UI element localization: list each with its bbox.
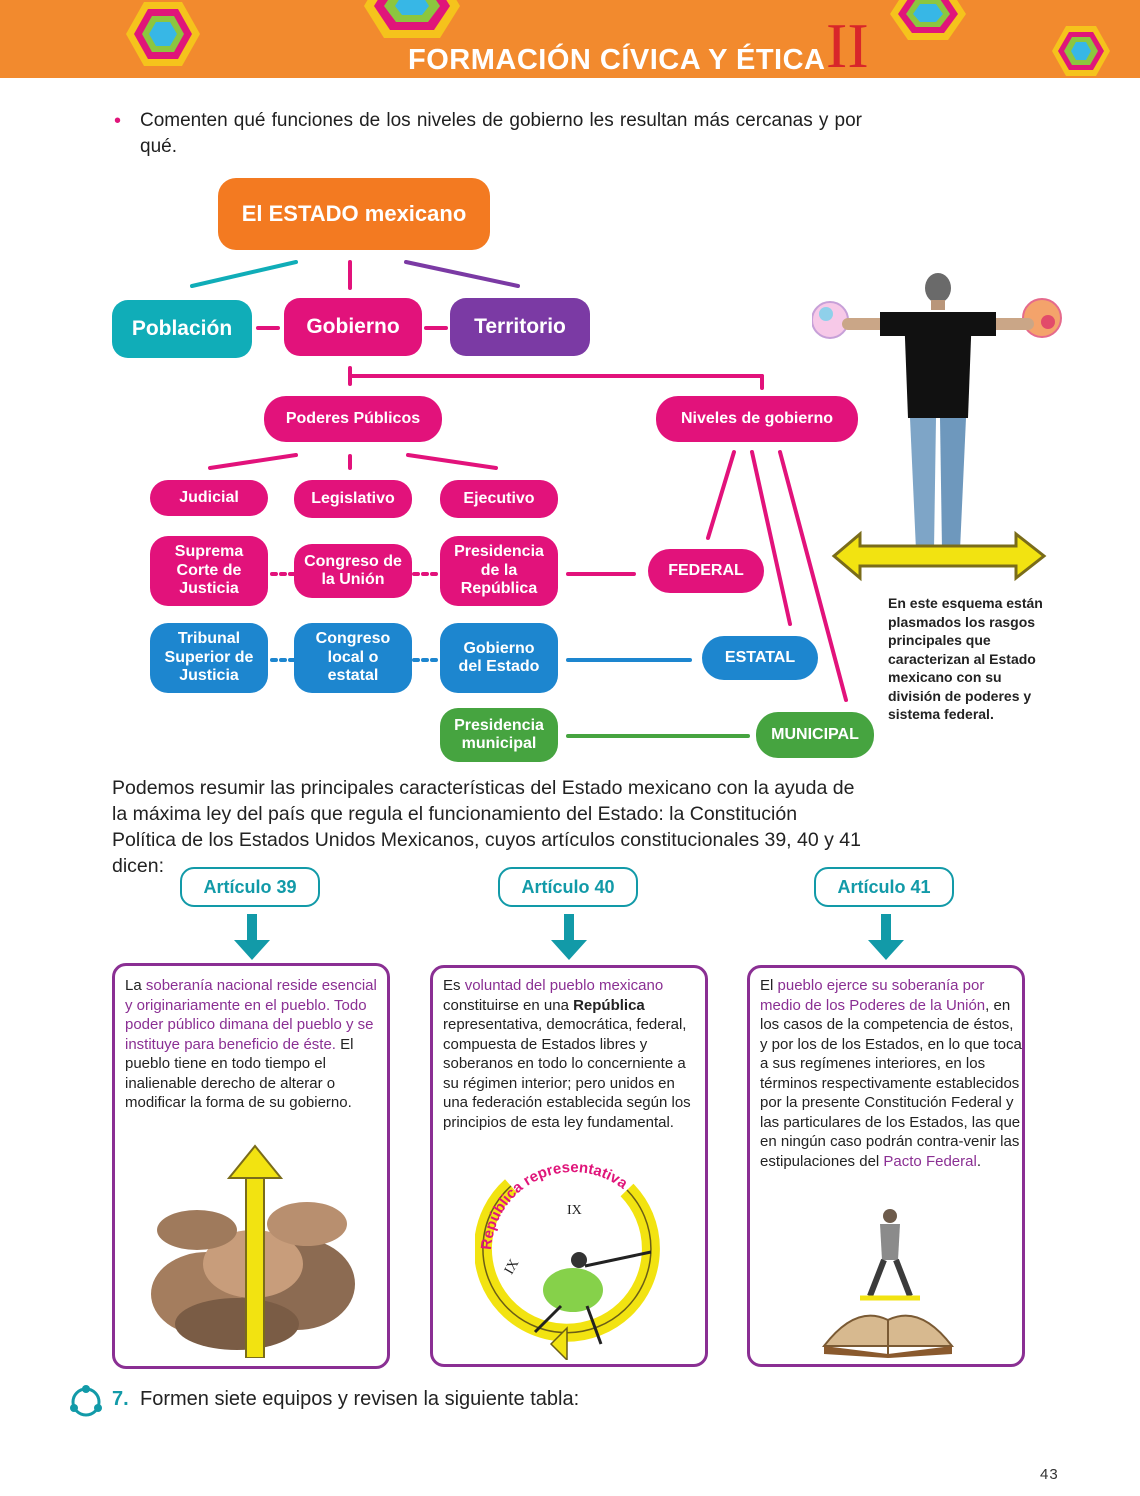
municipal-box: MUNICIPAL [756,712,874,758]
volume-number: II [826,10,869,81]
estatal-box: ESTATAL [702,636,818,680]
tribunal-superior-box: Tribunal Superior de Justicia [150,623,268,693]
territorio-box: Territorio [450,298,590,356]
republica-representativa-label: República representativa [478,1158,631,1251]
presidencia-municipal-box: Presidencia municipal [440,708,558,762]
page-header-title: FORMACIÓN CÍVICA Y ÉTICA [408,44,826,76]
articulo-39-text: La soberanía nacional reside esencial y originariamente en el pueblo. Todo poder público dimana del pueblo y se instituye para beneficio de éste. El pueblo tiene en todo tiempo el inalienable derecho de alterar o modificar la forma de su gobierno. [125,977,377,1111]
summary-paragraph: Podemos resumir las principales características del Estado mexicano con la ayuda de la máxima ley del país que regula el funcionamiento del Estado: la Constitución Política de los Estados Unidos Mexicanos, cuyos artículos constitucionales 39, 40 y 41 dicen: [112,777,861,877]
articulo-39-box [112,963,390,1369]
poderes-publicos-box: Poderes Públicos [264,396,442,442]
arrow-down-icon [866,914,906,962]
united-hands-illustration [137,1144,367,1358]
poblacion-box: Población [112,300,252,358]
bullet-icon: • [114,110,122,132]
congreso-local-box: Congreso local o estatal [294,623,412,693]
ejecutivo-box: Ejecutivo [440,480,558,518]
arrow-down-icon [549,914,589,962]
roman-numeral-x: IX [501,1256,523,1278]
articulo-39-label: Artículo 39 [180,867,320,907]
figure-caption: En este esquema están plasmados los rasgos principales que caracterizan al Estado mexicano con su división de poderes y sistema federal. [888,595,1043,722]
gobierno-estado-box: Gobierno del Estado [440,623,558,693]
articulo-40-text: Es voluntad del pueblo mexicano constituirse en una República representativa, democrática, federal, compuesta de Estados libres y soberanos en todo lo concerniente a su régimen interior; pero unidos en una federación establecida según los principios de esta ley fundamental. [443,977,691,1131]
estado-mexicano-box: El ESTADO mexicano [218,178,490,250]
team-activity-icon [68,1384,104,1420]
arrow-down-icon [232,914,272,962]
page-number: 43 [1040,1466,1059,1483]
articulo-41-box [747,965,1025,1367]
gobierno-box: Gobierno [284,298,422,356]
articulo-41-text: El pueblo ejerce su soberanía por medio de los Poderes de la Unión, en los casos de la competencia de éstos, y por los de los Estados, en lo que toca a sus regímenes interiores, en los términos respectivamente establecidos por la presente Constitución Federal y las particulares de los Estados, las que en ningún caso podrán contra-venir las estipulaciones del Pacto Federal. [760,977,1022,1170]
judicial-box: Judicial [150,480,268,516]
articulo-41-label: Artículo 41 [814,867,954,907]
exercise-text: Formen siete equipos y revisen la siguiente tabla: [140,1388,580,1410]
person-holding-globes-illustration [812,272,1064,582]
person-walking-on-book-illustration [820,1208,956,1358]
congreso-union-box: Congreso de la Unión [294,544,412,598]
articulo-40-label: Artículo 40 [498,867,638,907]
articulo-40-box [430,965,708,1367]
exercise-number: 7. [112,1388,129,1410]
legislativo-box: Legislativo [294,480,412,518]
roman-numeral-ix: IX [567,1203,582,1218]
instruction-text: Comenten qué funciones de los niveles de gobierno les resultan más cercanas y por qué. [140,110,862,157]
suprema-corte-box: Suprema Corte de Justicia [150,536,268,606]
niveles-gobierno-box: Niveles de gobierno [656,396,858,442]
republica-representativa-illustration [475,1156,671,1360]
federal-box: FEDERAL [648,549,764,593]
presidencia-republica-box: Presidencia de la República [440,536,558,606]
